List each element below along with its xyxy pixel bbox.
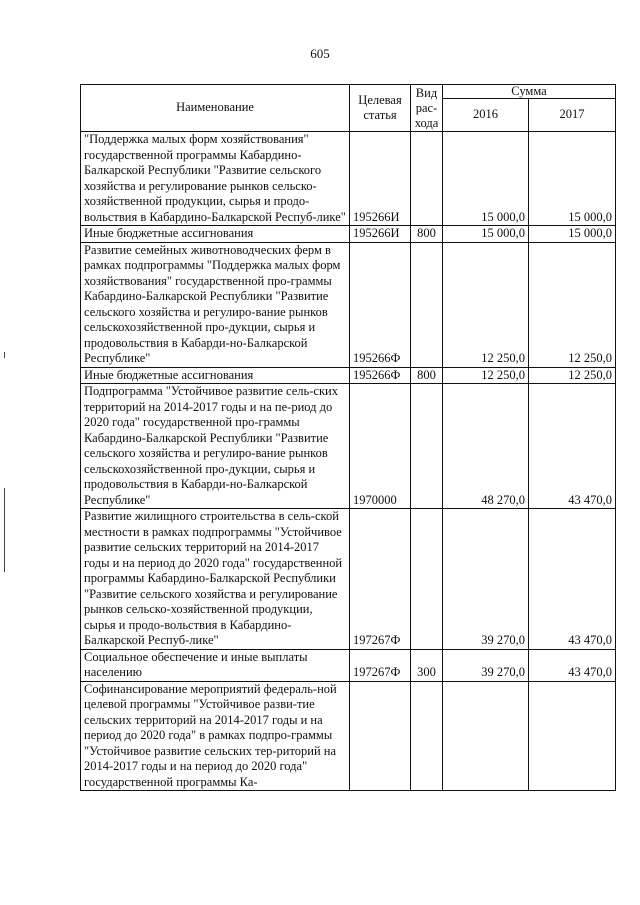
row-name: Социальное обеспечение и иные выплаты населению	[81, 649, 350, 681]
scan-edge-mark	[4, 488, 5, 572]
budget-table	[80, 84, 616, 791]
row-amount-2016: 15 000,0	[443, 132, 529, 226]
column-header-target: Целевая статья	[350, 85, 411, 132]
row-target: 195266И	[350, 226, 411, 243]
page-number: 605	[310, 46, 330, 61]
table-row	[81, 242, 616, 367]
table-row	[81, 681, 616, 791]
row-target: 197267Ф	[350, 509, 411, 650]
row-kind: 800	[411, 367, 443, 384]
row-amount-2016: 39 270,0	[443, 649, 529, 681]
row-kind: 300	[411, 649, 443, 681]
row-name: Подпрограмма "Устойчивое развитие сель-ских территорий на 2014-2017 годы и на пе-риод до 2020 года" государственной про-граммы Кабардино-Балкарской Республики "Развитие сельского хозяйства и регулиро-вание рынков сельскохозяйственной про-дукции, сырья и продовольствия в Кабарди-но-Балкарской Республике"	[81, 384, 350, 509]
row-kind	[411, 242, 443, 367]
column-header-kind: Вид рас-хода	[411, 85, 443, 132]
table-row	[81, 367, 616, 384]
row-amount-2016: 15 000,0	[443, 226, 529, 243]
row-name: Развитие семейных животноводческих ферм в рамках подпрограммы "Поддержка малых форм хозяйствования" государственной про-граммы Кабардино-Балкарской Республики "Развитие сельского хозяйства и регулиро-вание рынков сельскохозяйственной про-дукции, сырья и продовольствия в Кабарди-но-Балкарской Республике"	[81, 242, 350, 367]
row-amount-2017: 43 470,0	[529, 649, 616, 681]
row-amount-2017: 43 470,0	[529, 509, 616, 650]
row-target: 1970000	[350, 384, 411, 509]
column-header-name: Наименование	[81, 85, 350, 132]
table-row	[81, 384, 616, 509]
row-target: 195266Ф	[350, 367, 411, 384]
row-amount-2017	[529, 681, 616, 791]
row-kind	[411, 132, 443, 226]
row-target: 195266Ф	[350, 242, 411, 367]
row-amount-2016: 12 250,0	[443, 367, 529, 384]
table-row	[81, 226, 616, 243]
row-target: 197267Ф	[350, 649, 411, 681]
row-kind	[411, 681, 443, 791]
row-name: Иные бюджетные ассигнования	[81, 367, 350, 384]
row-target	[350, 681, 411, 791]
column-header-2016: 2016	[443, 99, 529, 132]
row-amount-2017: 15 000,0	[529, 132, 616, 226]
row-amount-2017: 12 250,0	[529, 242, 616, 367]
row-amount-2017: 12 250,0	[529, 367, 616, 384]
row-kind: 800	[411, 226, 443, 243]
table-row	[81, 509, 616, 650]
table-row	[81, 132, 616, 226]
row-kind	[411, 384, 443, 509]
row-amount-2016	[443, 681, 529, 791]
table-row	[81, 649, 616, 681]
row-name: Софинансирование мероприятий федераль-ной целевой программы "Устойчивое разви-тие сельских территорий на 2014-2017 годы и на период до 2020 года" в рамках подпро-граммы "Устойчивое развитие сельских тер-риторий на 2014-2017 годы и на период до 2020 года" государственной программы Ка-	[81, 681, 350, 791]
row-amount-2016: 39 270,0	[443, 509, 529, 650]
row-amount-2016: 12 250,0	[443, 242, 529, 367]
column-header-2017: 2017	[529, 99, 616, 132]
row-amount-2016: 48 270,0	[443, 384, 529, 509]
row-amount-2017: 43 470,0	[529, 384, 616, 509]
row-kind	[411, 509, 443, 650]
row-name: Развитие жилищного строительства в сель-ской местности в рамках подпрограммы "Устойчивое развитие сельских территорий на 2014-2017 годы и на период до 2020 года" государственной программы Кабардино-Балкарской Республики "Развитие сельского хозяйства и регулирование рынков сельско-хозяйственной продукции, сырья и продо-вольствия в Кабардино-Балкарской Респуб-лике"	[81, 509, 350, 650]
row-amount-2017: 15 000,0	[529, 226, 616, 243]
row-name: Иные бюджетные ассигнования	[81, 226, 350, 243]
row-target: 195266И	[350, 132, 411, 226]
column-header-sum: Сумма	[443, 85, 616, 99]
row-name: "Поддержка малых форм хозяйствования" государственной программы Кабардино-Балкарской Республики "Развитие сельского хозяйства и регулирование рынков сельско-хозяйственной продукции, сырья и продо-вольствия в Кабардино-Балкарской Респуб-лике"	[81, 132, 350, 226]
scan-edge-mark	[4, 352, 5, 358]
